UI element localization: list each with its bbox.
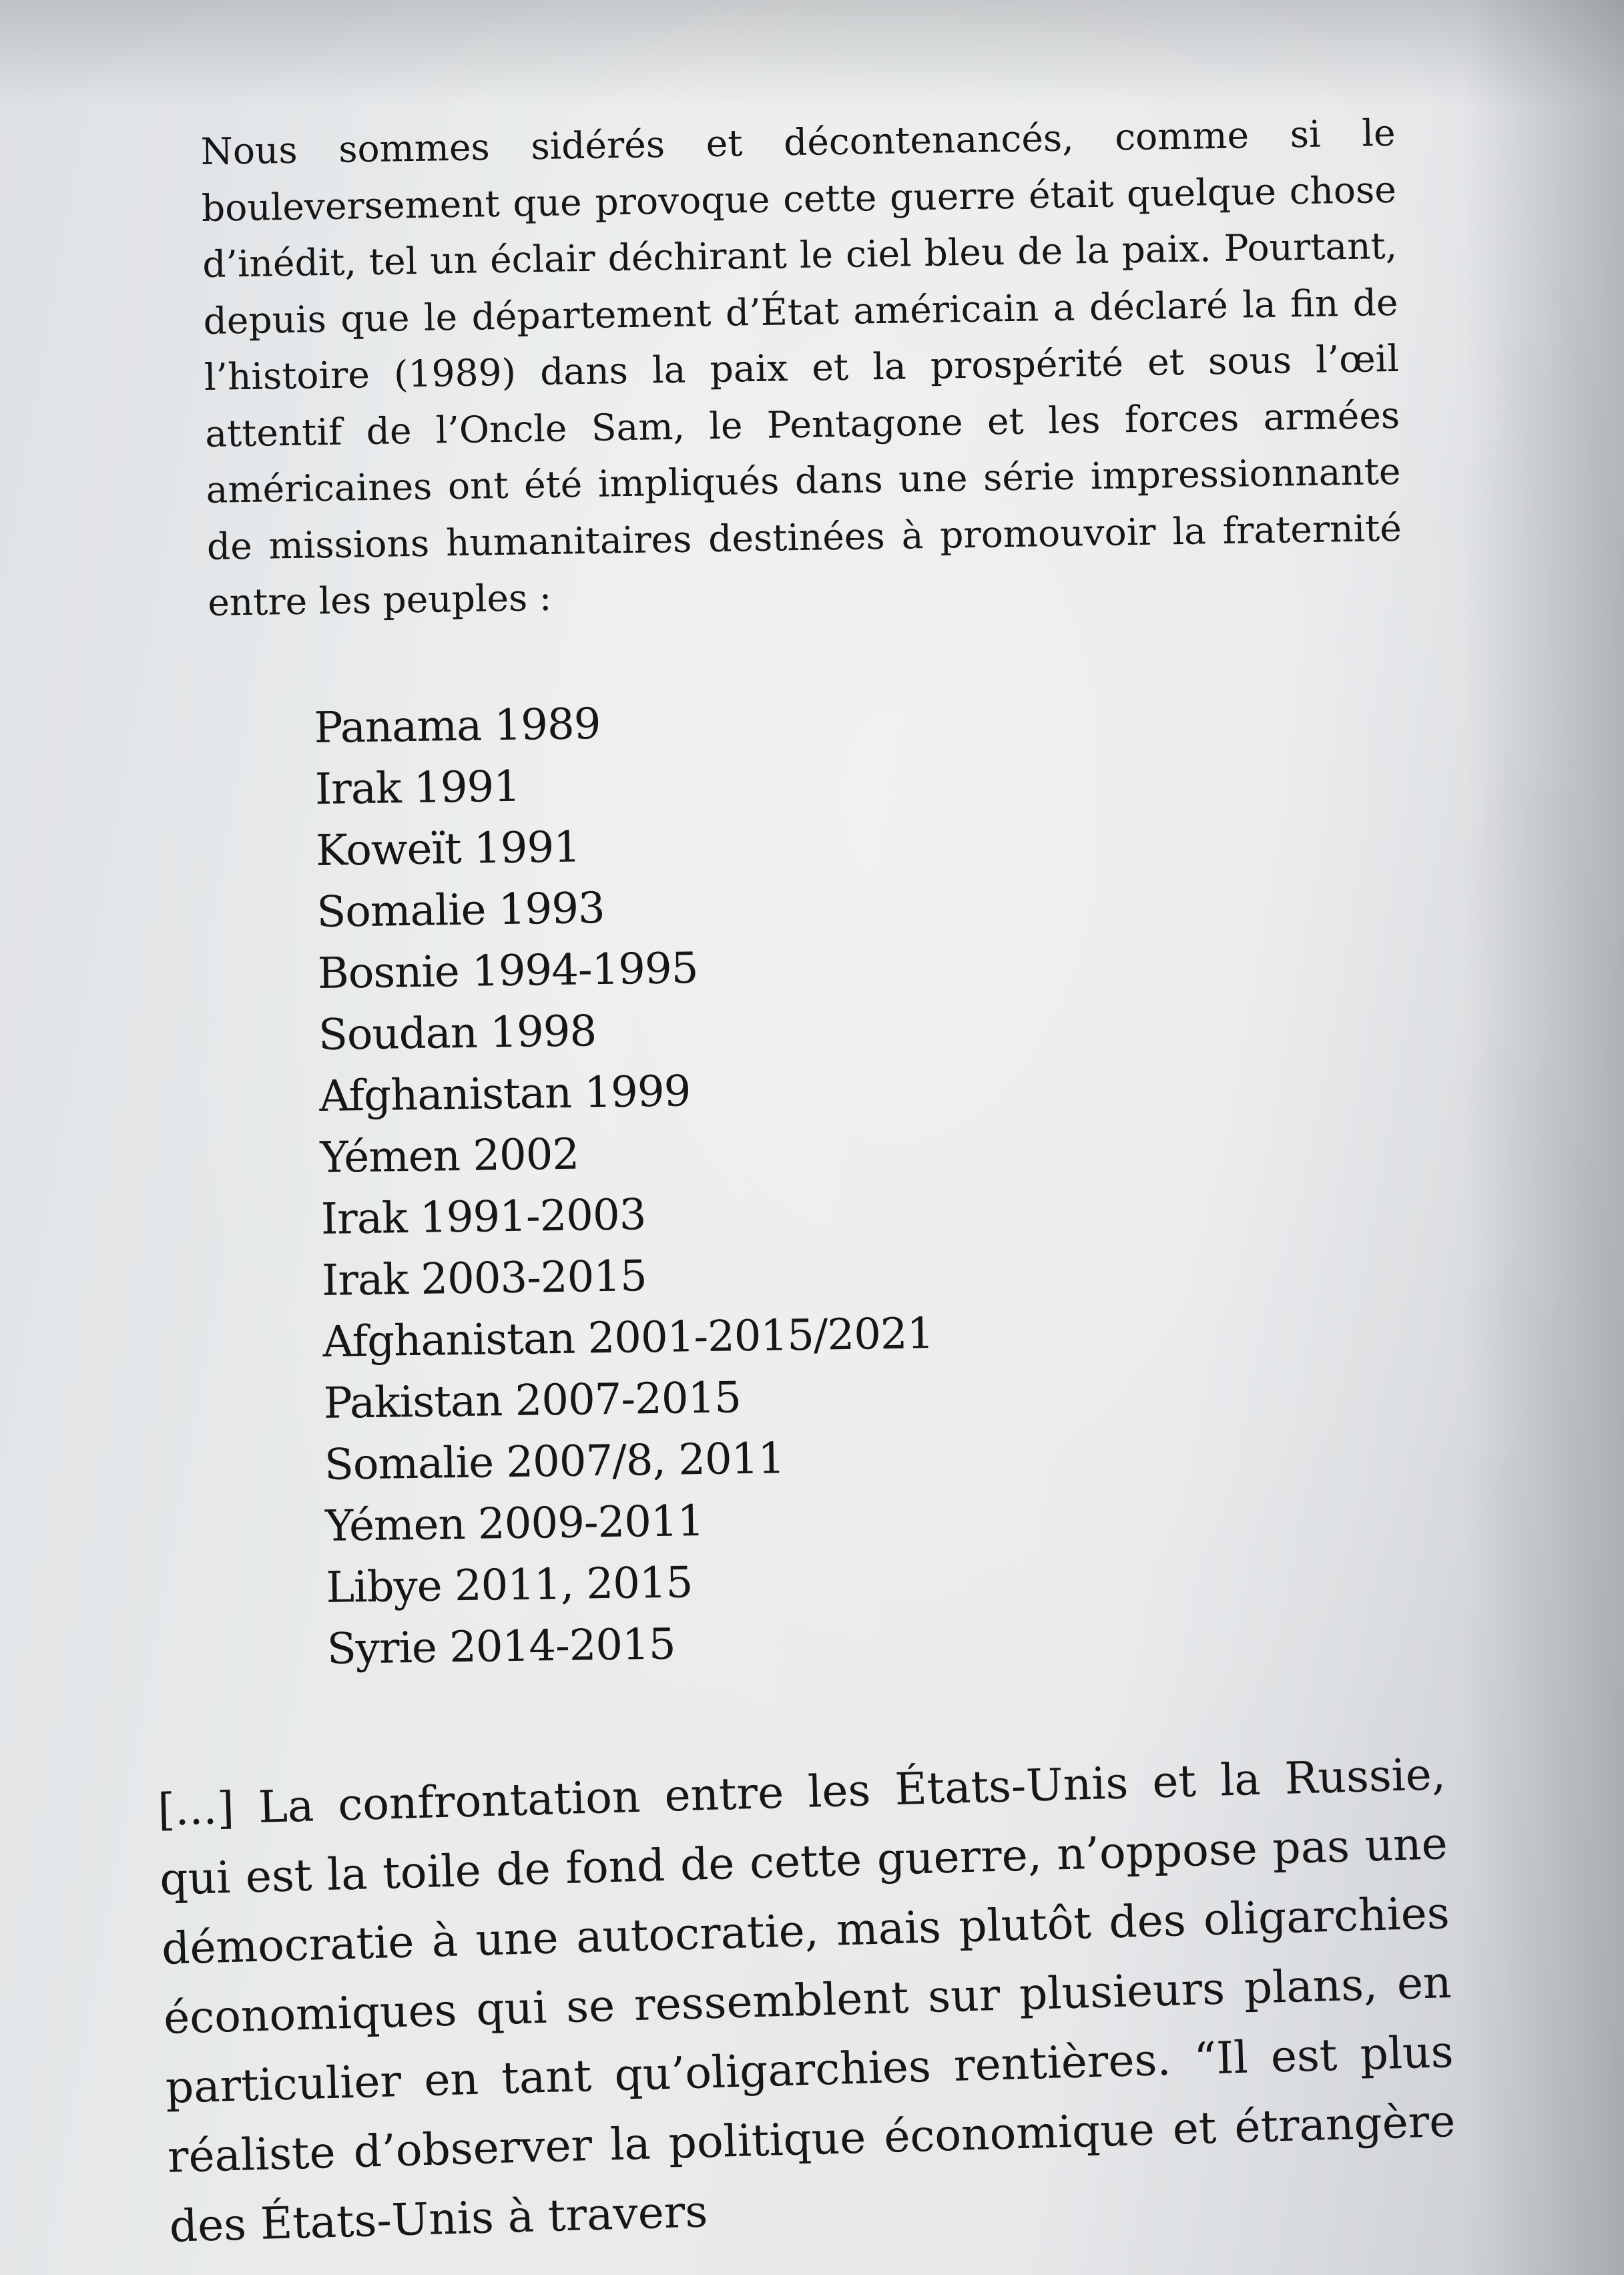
mission-item: Soudan 1998 [318, 1007, 597, 1060]
quote-paragraph: [...] La confrontation entre les États-Unis et la Russie, qui est la toile de fond de cette guerre, n’oppose pas une démocratie à une autocratie, mais plutôt des oligarchies économiques qui se ressemblent sur plusieurs plans, en particulier en tant qu’oligarchies rentières. “Il est plus réaliste d’observer la politique économique et étrangère des États-Unis à travers [157, 1748, 1456, 2252]
page-shadow-right [1464, 0, 1624, 2275]
mission-item: Pakistan 2007-2015 [323, 1373, 742, 1429]
mission-item: Panama 1989 [314, 700, 601, 753]
mission-item: Irak 2003-2015 [321, 1252, 647, 1306]
mission-item: Yémen 2009-2011 [324, 1496, 704, 1551]
mission-item: Afghanistan 2001-2015/2021 [322, 1309, 934, 1367]
mission-item: Bosnie 1994-1995 [317, 944, 698, 999]
mission-item: Syrie 2014-2015 [326, 1619, 676, 1674]
mission-item: Afghanistan 1999 [318, 1067, 691, 1121]
missions-section [314, 689, 938, 1680]
missions-list [314, 689, 938, 1680]
intro-section [200, 105, 1403, 631]
page-shadow-top [0, 0, 1624, 107]
intro-paragraph: Nous sommes sidérés et décontenancés, comme si le bouleversement que provoque cette guerre était quelque chose d’inédit, tel un éclair déchirant le ciel bleu de la paix. Pourtant, depuis que le département d’État américain a déclaré la fin de l’histoire (1989) dans la paix et la prospérité et sous l’œil attentif de l’Oncle Sam, le Pentagone et les forces armées américaines ont été impliqués dans une série impressionnante de missions humanitaires destinées à promouvoir la fraternité entre les peuples : [200, 111, 1402, 624]
mission-item: Libye 2011, 2015 [326, 1558, 693, 1613]
mission-item: Yémen 2002 [320, 1129, 579, 1183]
mission-item: Somalie 2007/8, 2011 [324, 1434, 785, 1490]
mission-item: Somalie 1993 [316, 883, 605, 937]
mission-item: Irak 1991-2003 [320, 1190, 646, 1244]
quote-section [157, 1740, 1458, 2262]
mission-item: Irak 1991 [314, 762, 521, 814]
mission-item: Koweït 1991 [315, 822, 581, 876]
